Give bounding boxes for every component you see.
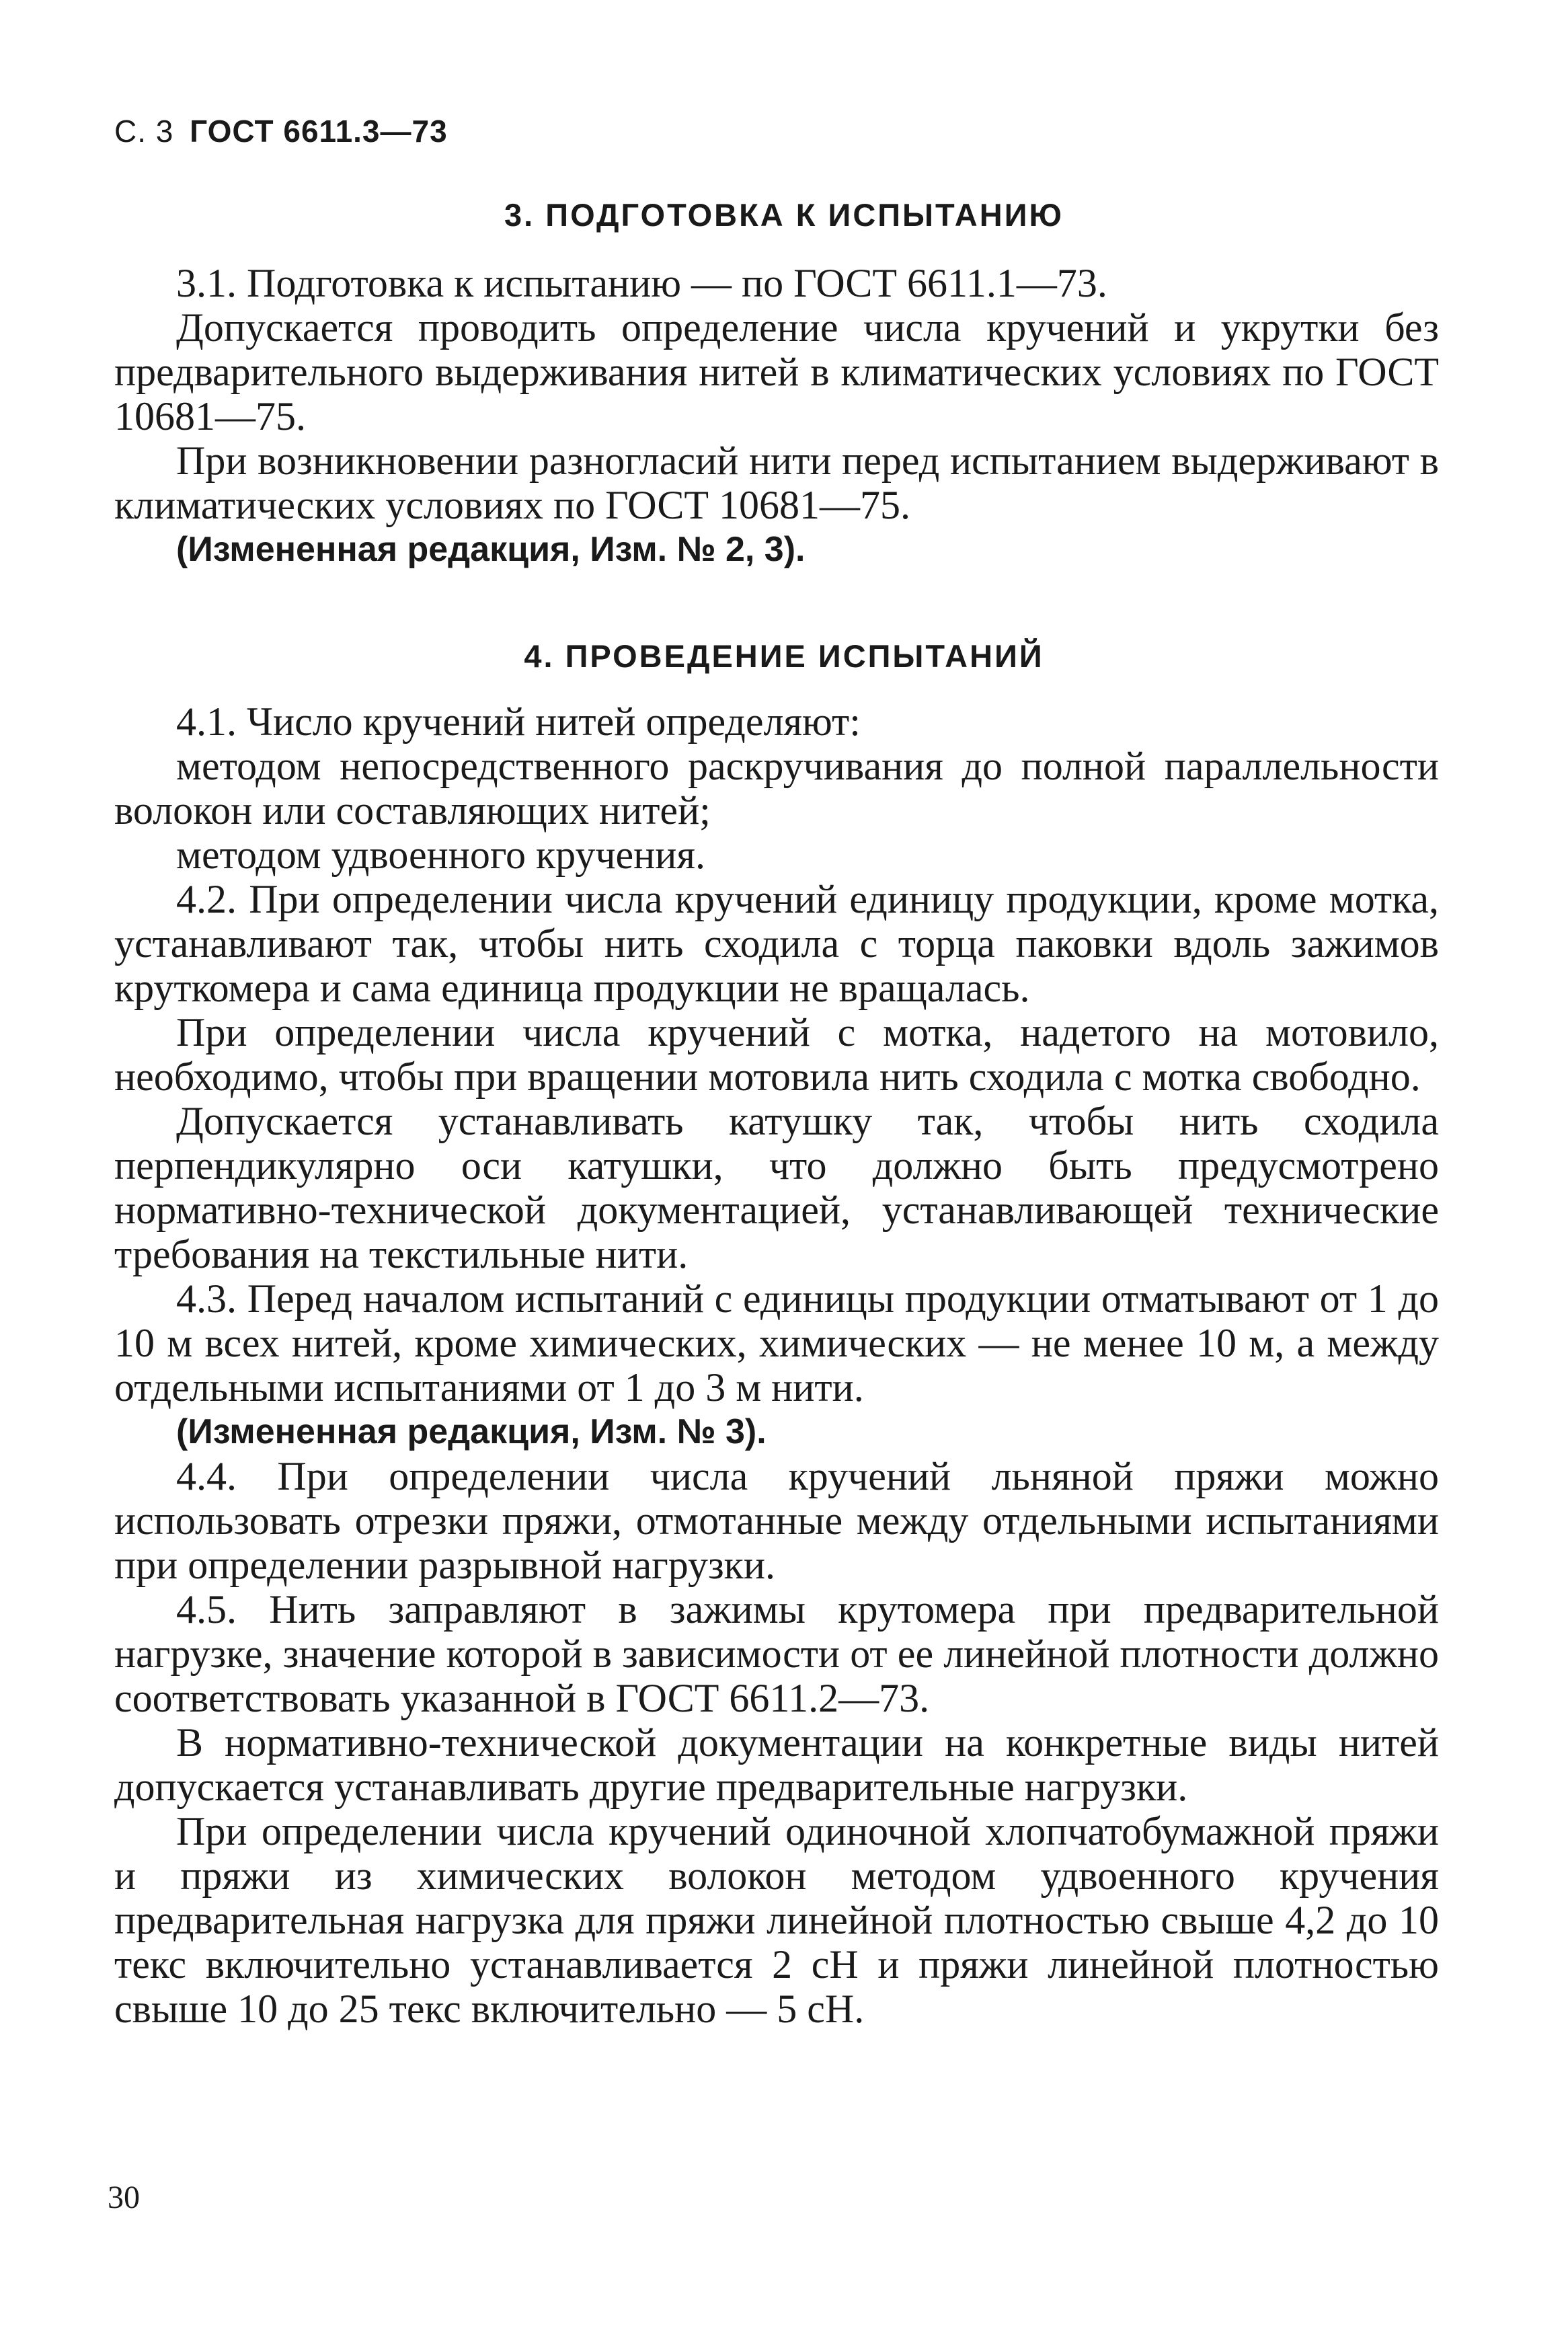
paragraph: методом удвоенного кручения. (176, 833, 706, 877)
paragraph: методом непосредственного раскручивания до полной параллельности волокон или составляющих нитей; (114, 744, 1439, 833)
paragraph: При возникновении разногласий нити перед испытанием выдерживают в климатических условиях по ГОСТ 10681—75. (114, 438, 1439, 527)
paragraph: Допускается устанавливать катушку так, чтобы нить сходила перпендикулярно оси катушки, что должно быть предусмотрено нормативно-технической документацией, устанавливающей технические требования на текстильные нити. (114, 1099, 1439, 1276)
paragraph: При определении числа кручений с мотка, надетого на мотовило, необходимо, чтобы при вращении мотовила нить сходила с мотка свободно. (114, 1010, 1439, 1099)
section-4-title: 4. ПРОВЕДЕНИЕ ИСПЫТАНИЙ (524, 638, 1044, 674)
paragraph: 4.4. При определении числа кручений льняной пряжи можно использовать отрезки пряжи, отмотанные между отдельными испытаниями при определении разрывной нагрузки. (114, 1454, 1439, 1587)
standard-number: ГОСТ 6611.3—73 (190, 114, 448, 149)
amendment-note: (Измененная редакция, Изм. № 3). (176, 1412, 767, 1451)
page-label: С. 3 (114, 114, 174, 149)
paragraph: 3.1. Подготовка к испытанию — по ГОСТ 6611.1—73. (176, 261, 1107, 305)
paragraph: 4.5. Нить заправляют в зажимы крутомера при предварительной нагрузке, значение которой в зависимости от ее линейной плотности должно соответствовать указанной в ГОСТ 6611.2—73. (114, 1587, 1439, 1720)
paragraph: 4.3. Перед началом испытаний с единицы продукции отматывают от 1 до 10 м всех нитей, кроме химических, химических — не менее 10 м, а между отдельными испытаниями от 1 до 3 м нити. (114, 1276, 1439, 1410)
paragraph: 4.1. Число кручений нитей определяют: (176, 699, 861, 744)
paragraph: 4.2. При определении числа кручений единицу продукции, кроме мотка, устанавливают так, чтобы нить сходила с торца паковки вдоль зажимов круткомера и сама единица продукции не вращалась. (114, 877, 1439, 1010)
section-3-body (114, 261, 1439, 572)
page-header (114, 113, 448, 149)
section-4-body (114, 699, 1439, 2031)
section-3-title: 3. ПОДГОТОВКА К ИСПЫТАНИЮ (504, 197, 1064, 233)
paragraph: При определении числа кручений одиночной хлопчатобумажной пряжи и пряжи из химических волокон методом удвоенного кручения предварительная нагрузка для пряжи линейной плотностью свыше 4,2 до 10 текс включительно устанавливается 2 сН и пряжи линейной плотностью свыше 10 до 25 текс включительно — 5 сН. (114, 1809, 1439, 2031)
page-number: 30 (108, 2180, 140, 2215)
amendment-note: (Измененная редакция, Изм. № 2, 3). (176, 530, 806, 569)
paragraph: В нормативно-технической документации на конкретные виды нитей допускается устанавливать другие предварительные нагрузки. (114, 1720, 1439, 1809)
paragraph: Допускается проводить определение числа кручений и укрутки без предварительного выдерживания нитей в климатических условиях по ГОСТ 10681—75. (114, 305, 1439, 438)
